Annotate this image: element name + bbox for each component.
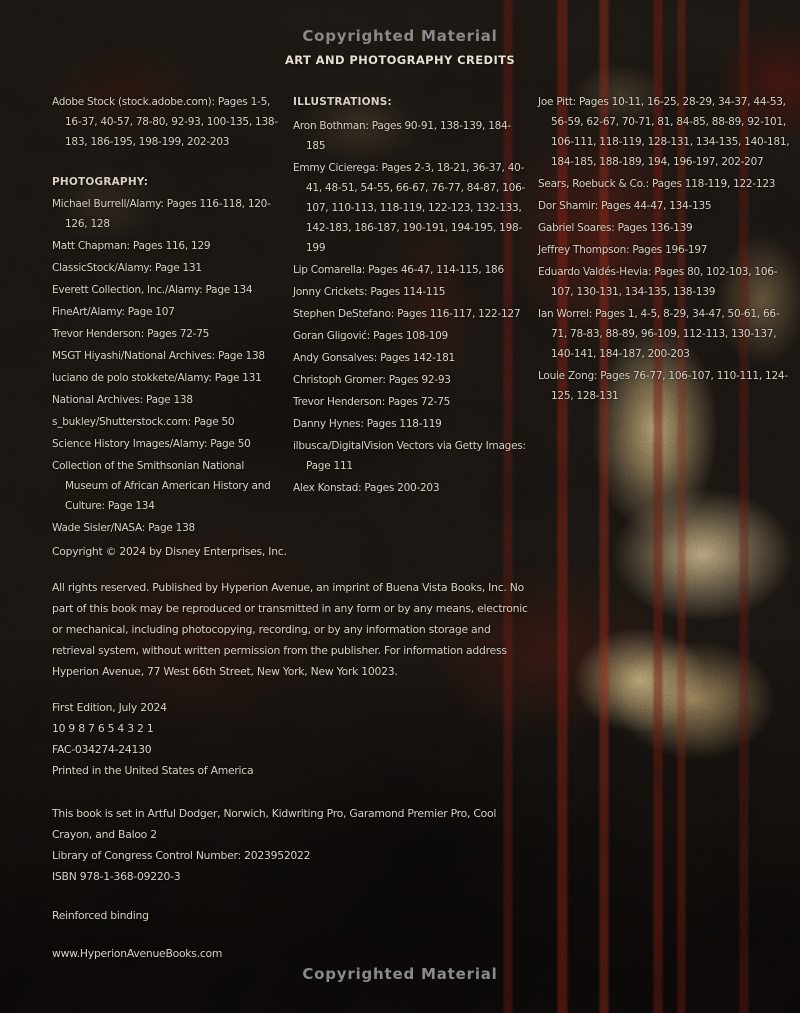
- photography-heading: PHOTOGRAPHY:: [52, 176, 149, 188]
- typography-line: This book is set in Artful Dodger, Norwich, Kidwriting Pro, Garamond Premier Pro, Cool Crayon, and Baloo 2: [52, 807, 497, 841]
- copyrighted-material-banner-top: Copyrighted Material: [302, 27, 498, 45]
- illustration-entries-continued: [538, 92, 790, 406]
- credit-entry: Goran Gligović: Pages 108-109: [293, 330, 448, 342]
- credit-entry: s_bukley/Shutterstock.com: Page 50: [52, 416, 235, 428]
- credit-entry: ClassicStock/Alamy: Page 131: [52, 262, 202, 274]
- credit-entry: Danny Hynes: Pages 118-119: [293, 418, 442, 430]
- credit-entry: Matt Chapman: Pages 116, 129: [52, 240, 211, 252]
- credit-entry: Andy Gonsalves: Pages 142-181: [293, 352, 455, 364]
- credit-entry: Stephen DeStefano: Pages 116-117, 122-127: [293, 308, 521, 320]
- edition-line: Printed in the United States of America: [52, 764, 254, 777]
- page-title: ART AND PHOTOGRAPHY CREDITS: [284, 53, 516, 67]
- binding-line: Reinforced binding: [52, 909, 149, 922]
- credit-entry: Ian Worrel: Pages 1, 4-5, 8-29, 34-47, 50-61, 66-71, 78-83, 88-89, 96-109, 112-113, 130-137, 140-141, 184-187, 200-203: [538, 308, 780, 360]
- credit-entry: National Archives: Page 138: [52, 394, 193, 406]
- credit-entry: Dor Shamir: Pages 44-47, 134-135: [538, 200, 712, 212]
- typography-line: ISBN 978-1-368-09220-3: [52, 870, 181, 883]
- credit-entry: Everett Collection, Inc./Alamy: Page 134: [52, 284, 253, 296]
- credits-column-right: [538, 92, 790, 408]
- credit-entry: luciano de polo stokkete/Alamy: Page 131: [52, 372, 262, 384]
- credit-entry: Joe Pitt: Pages 10-11, 16-25, 28-29, 34-37, 44-53, 56-59, 62-67, 70-71, 81, 84-85, 88-89, 92-101, 106-111, 118-119, 128-131, 134-135, 140-181, 184-185, 188-189, 194, 196-197, 202-207: [538, 96, 790, 168]
- typography-lines: [52, 803, 534, 887]
- colophon: [52, 541, 534, 964]
- photography-entries: [52, 194, 289, 538]
- credit-entry: Christoph Gromer: Pages 92-93: [293, 374, 451, 386]
- credit-entry: Trevor Henderson: Pages 72-75: [52, 328, 210, 340]
- credit-entry: Collection of the Smithsonian National Museum of African American History and Culture: Page 134: [52, 460, 271, 512]
- edition-line: First Edition, July 2024: [52, 701, 167, 714]
- credit-entry: Louie Zong: Pages 76-77, 106-107, 110-111, 124-125, 128-131: [538, 370, 788, 402]
- credit-entry: Michael Burrell/Alamy: Pages 116-118, 120-126, 128: [52, 198, 271, 230]
- credit-entry: Alex Konstad: Pages 200-203: [293, 482, 440, 494]
- credit-entry: Science History Images/Alamy: Page 50: [52, 438, 251, 450]
- credit-entry: Jonny Crickets: Pages 114-115: [293, 286, 446, 298]
- credit-entry: Lip Comarella: Pages 46-47, 114-115, 186: [293, 264, 504, 276]
- copyrighted-material-banner-bottom: Copyrighted Material: [302, 965, 498, 983]
- edition-lines: [52, 697, 534, 781]
- website-line: www.HyperionAvenueBooks.com: [52, 947, 223, 960]
- copyright-line: Copyright © 2024 by Disney Enterprises, Inc.: [52, 545, 287, 558]
- credit-entry: Aron Bothman: Pages 90-91, 138-139, 184-185: [293, 120, 512, 152]
- credit-entry: Emmy Cicierega: Pages 2-3, 18-21, 36-37, 40-41, 48-51, 54-55, 66-67, 76-77, 84-87, 106-107, 110-113, 118-119, 122-123, 132-133, 142-183, 186-187, 190-191, 194-195, 198-199: [293, 162, 526, 254]
- edition-line: 10 9 8 7 6 5 4 3 2 1: [52, 722, 154, 735]
- credit-entry: ilbusca/DigitalVision Vectors via Getty Images: Page 111: [293, 440, 526, 472]
- credit-entry: Adobe Stock (stock.adobe.com): Pages 1-5, 16-37, 40-57, 78-80, 92-93, 100-135, 138-183, 186-195, 198-199, 202-203: [52, 96, 278, 148]
- credit-entry: MSGT Hiyashi/National Archives: Page 138: [52, 350, 265, 362]
- typography-line: Library of Congress Control Number: 2023952022: [52, 849, 311, 862]
- credit-entry: Trevor Henderson: Pages 72-75: [293, 396, 451, 408]
- credit-entry: Sears, Roebuck & Co.: Pages 118-119, 122-123: [538, 178, 776, 190]
- rights-paragraph: All rights reserved. Published by Hyperion Avenue, an imprint of Buena Vista Books, Inc. No part of this book may be reproduced or transmitted in any form or by any means, electronic or mechanical, including photocopying, recording, or by any information storage and retrieval system, without written permission from the publisher. For information address Hyperion Avenue, 77 West 66th Street, New York, New York 10023.: [52, 581, 528, 678]
- credit-entry: Gabriel Soares: Pages 136-139: [538, 222, 693, 234]
- credit-entry: FineArt/Alamy: Page 107: [52, 306, 175, 318]
- illustrations-heading: ILLUSTRATIONS:: [293, 96, 392, 108]
- credits-column-left: [52, 92, 289, 540]
- edition-line: FAC-034274-24130: [52, 743, 152, 756]
- illustration-entries: [293, 116, 527, 498]
- credit-entry: Eduardo Valdés-Hevia: Pages 80, 102-103, 106-107, 130-131, 134-135, 138-139: [538, 266, 778, 298]
- credits-column-middle: [293, 92, 527, 500]
- credit-entry: Wade Sisler/NASA: Page 138: [52, 522, 195, 534]
- credit-entry: Jeffrey Thompson: Pages 196-197: [538, 244, 708, 256]
